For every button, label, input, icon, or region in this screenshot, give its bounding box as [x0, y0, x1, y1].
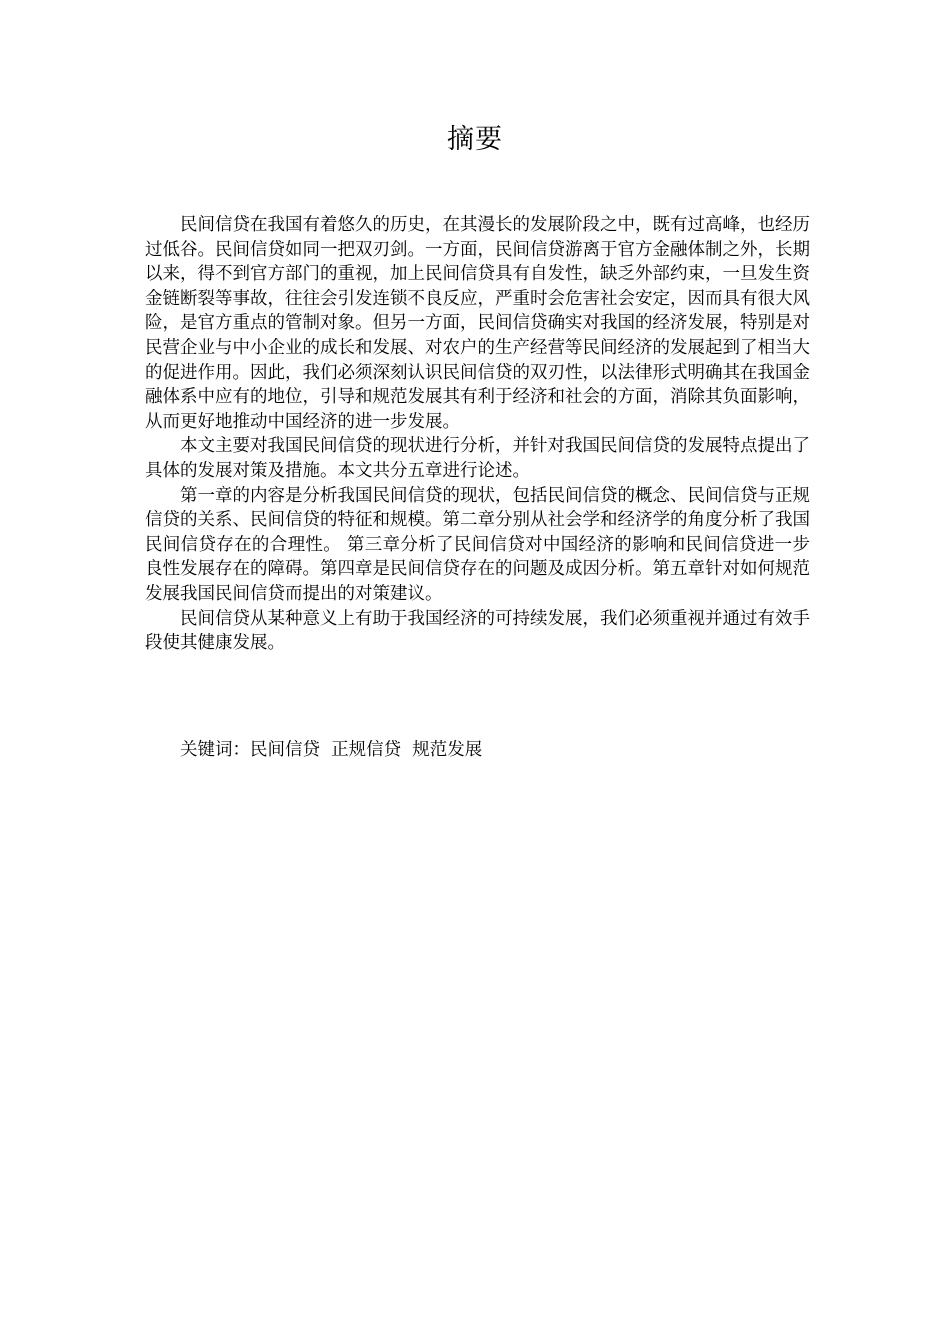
abstract-paragraph-3: 第一章的内容是分析我国民间信贷的现状，包括民间信贷的概念、民间信贷与正规信贷的关系、民间信贷的特征和规模。第二章分别从社会学和经济学的角度分析了我国民间信贷存在的合理性。 第三章分析了民间信贷对中国经济的影响和民间信贷进一步良性发展存在的障碍。第四章是民间信贷存在的问题及成因分析。第五章针对如何规范发展我国民间信贷而提出的对策建议。 — [145, 485, 810, 604]
abstract-paragraph-1: 民间信贷在我国有着悠久的历史，在其漫长的发展阶段之中，既有过高峰，也经历过低谷。民间信贷如同一把双刃剑。一方面，民间信贷游离于官方金融体制之外，长期以来，得不到官方部门的重视，加上民间信贷具有自发性，缺乏外部约束，一旦发生资金链断裂等事故，往往会引发连锁不良反应，严重时会危害社会安定，因而具有很大风险，是官方重点的管制对象。但另一方面，民间信贷确实对我国的经济发展，特别是对民营企业与中小企业的成长和发展、对农户的生产经营等民间经济的发展起到了相当大的促进作用。因此，我们必须深刻认识民间信贷的双刃性，以法律形式明确其在我国金融体系中应有的地位，引导和规范发展其有利于经济和社会的方面，消除其负面影响，从而更好地推动中国经济的进一步发展。 — [145, 215, 810, 432]
abstract-title: 摘要 — [447, 124, 503, 155]
abstract-body — [145, 213, 810, 656]
keywords-line: 关键词：民间信贷 正规信贷 规范发展 — [180, 740, 483, 760]
abstract-paragraph-4: 民间信贷从某种意义上有助于我国经济的可持续发展，我们必须重视并通过有效手段使其健康发展。 — [145, 608, 810, 654]
abstract-paragraph-2: 本文主要对我国民间信贷的现状进行分析，并针对我国民间信贷的发展特点提出了具体的发展对策及措施。本文共分五章进行论述。 — [145, 436, 810, 481]
